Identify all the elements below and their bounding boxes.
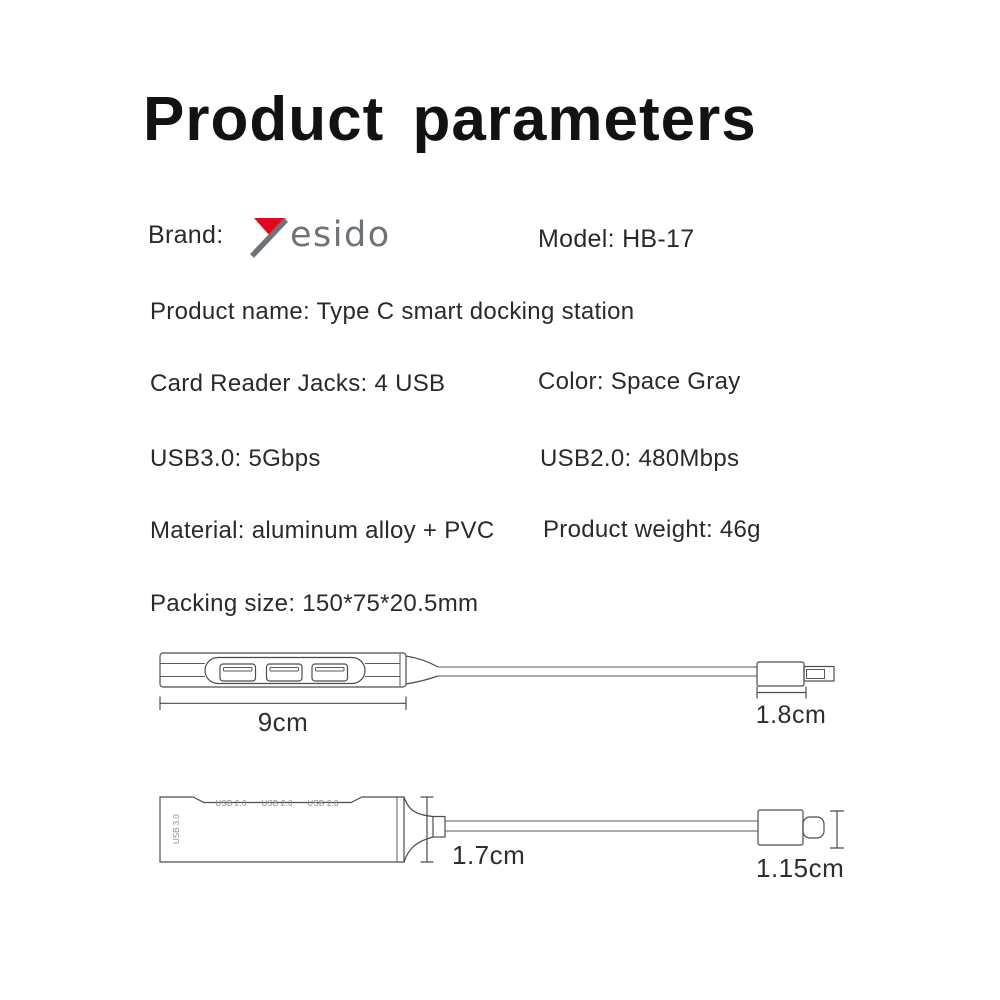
yesido-logo [240, 210, 400, 258]
cable-neck [406, 656, 438, 684]
logo-text: esido [290, 215, 391, 255]
side-label-usb3: USB 3.0 [172, 814, 181, 844]
spec-model: Model: HB-17 [538, 225, 695, 253]
cable [438, 667, 757, 676]
port-label-usb2-3: USB 2.0 [307, 799, 339, 808]
dim-line-1-8cm [757, 687, 806, 699]
spec-card-reader: Card Reader Jacks: 4 USB [150, 370, 446, 397]
dim-line-1-15cm [830, 811, 844, 848]
spec-color: Color: Space Gray [538, 368, 741, 395]
strain-relief-stub [433, 817, 445, 838]
spec-packing: Packing size: 150*75*20.5mm [150, 590, 479, 617]
port-label-usb2-1: USB 2.0 [215, 799, 247, 808]
usb-a-socket-2 [267, 664, 303, 681]
dim-label-9cm: 9cm [257, 707, 309, 737]
spec-usb2: USB2.0: 480Mbps [540, 445, 740, 472]
cable-2 [445, 821, 758, 831]
spec-usb3: USB3.0: 5Gbps [150, 445, 321, 472]
spec-weight: Product weight: 46g [543, 516, 761, 543]
brand-label: Brand: [148, 221, 224, 249]
spec-material: Material: aluminum alloy + PVC [150, 517, 495, 544]
usb-a-socket-3 [312, 664, 348, 681]
usb-a-plug [757, 662, 834, 686]
port-label-usb2-2: USB 2.0 [261, 799, 293, 808]
usb-a-socket-1 [220, 664, 256, 681]
page-title: Product parameters [143, 85, 757, 154]
usb-c-plug [758, 810, 824, 845]
dim-label-1-8cm: 1.8cm [755, 701, 827, 729]
cable-flare-neck [404, 797, 433, 862]
dim-line-1-7cm [421, 797, 434, 862]
dim-label-1-15cm: 1.15cm [756, 853, 845, 883]
dim-label-1-7cm: 1.7cm [452, 840, 526, 870]
spec-product-name: Product name: Type C smart docking station [150, 298, 635, 325]
diagram-front-view [0, 640, 1000, 755]
